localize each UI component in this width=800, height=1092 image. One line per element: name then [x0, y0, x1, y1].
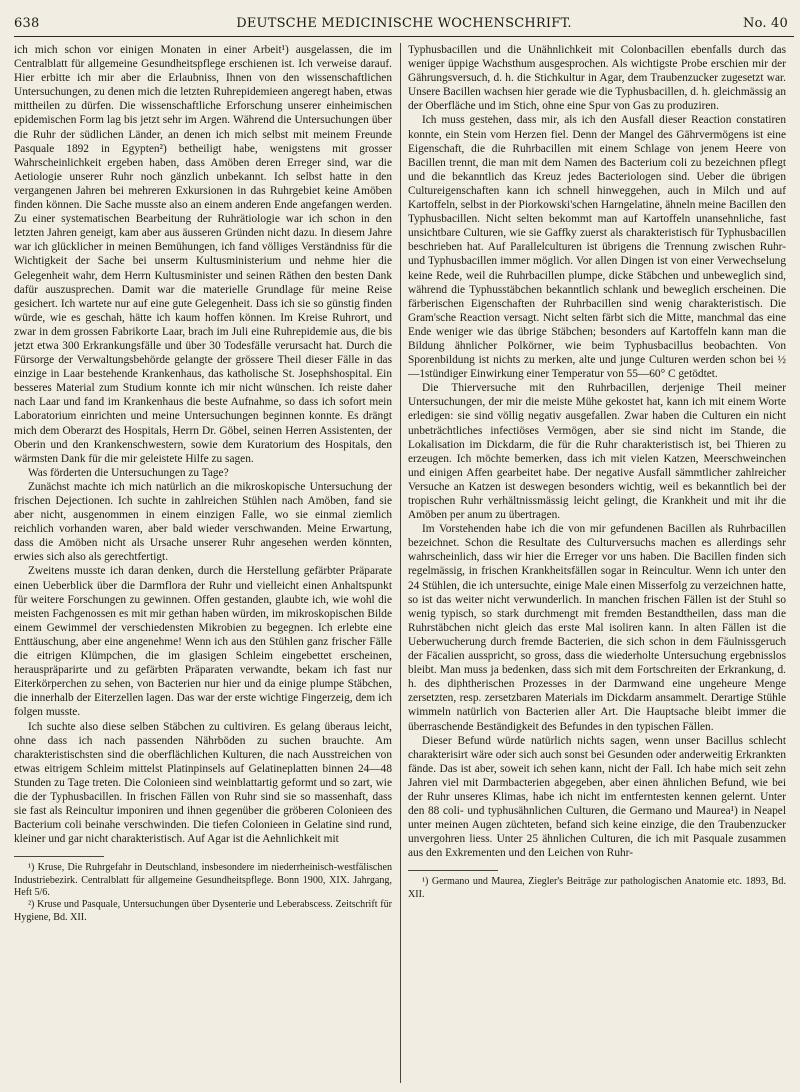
- issue-number: No. 40: [743, 16, 788, 31]
- page-header: [14, 14, 794, 37]
- paragraph: Typhusbacillen und die Unähnlichkeit mit Colonbacillen ebenfalls durch das weniger üppige Wachsthum ausgesprochen. Als wichtigste Probe erschien mir der Gährungsversuch, d. h. die Stichkultur in Agar, dem Traubenzucker zugesetzt war. Unsere Bacillen wachsen hier gerade wie die Typhusbacillen, d. h. gleichmässig an der Oberfläche und im Stich, ohne eine Spur von Gas zu produziren.: [408, 44, 786, 113]
- left-footnotes: [14, 862, 392, 923]
- footnote-divider: [14, 856, 104, 857]
- paragraph: Dieser Befund würde natürlich nichts sagen, wenn unser Bacillus schlecht charakterisirt wäre oder sich auch sonst bei Gesunden oder anderweitig Erkrankten fände. Das ist aber, soweit ich sehen kann, nicht der Fall. Ich habe mich seit zehn Jahren viel mit Darmbacterien abgegeben, aber einen ähnlichen Befund, wie bei der Ruhr unseres Klimas, habe ich nicht im entferntesten kennen gelernt. Unter den 88 coli- und typhusähnlichen Culturen, die Germano und Maurea¹) in Neapel unter meinen Augen züchteten, befand sich keine einzige, die den Traubenzucker unvergohren liess. Unter 25 ähnlichen Culturen, die ich mit Pasquale zusammen aus den Exkrementen und den Leichen von Ruhr-: [408, 734, 786, 860]
- paragraph: Zweitens musste ich daran denken, durch die Herstellung gefärbter Präparate einen Ueberblick über die Darmflora der Ruhr und vielleicht einen Anhaltspunkt für weitere Forschungen zu gewinnen. Offen gestanden, glaubte ich, wie wohl die meisten Fachgenossen es mit mir gethan haben würden, im mikroskopischen Bilde einem Gewimmel der verschiedensten Mikrobien zu begegnen. Ich erlebte eine Enttäuschung, aber eine angenehme! Wenn ich aus den Stühlen ganz frischer Fälle die eitrigen Klümpchen, die im glasigen Schleim eingebettet erscheinen, herauspräparirte und zu gefärbten Präparaten verwandte, bekam ich fast nur Eiterkörperchen zu sehen, von Bacterien nur hier und da einige plumpe Stäbchen, die innerhalb der Eiterzellen lagen. Das war der erste wichtige Fingerzeig, dem ich folgen musste.: [14, 565, 392, 719]
- right-column: [408, 43, 786, 1083]
- paragraph: ich mich schon vor einigen Monaten in einer Arbeit¹) ausgelassen, die im Centralblatt für allgemeine Gesundheitspflege erschienen ist. Ich verweise darauf. Hier erbitte ich mir aber die Erlaubniss, Ihnen von den wissenschaftlichen Untersuchungen, zu denen mich die letzten Ruhrepidemieen angeregt haben, etwas mittheilen zu dürfen. Die wissenschaftliche Erforschung unserer einheimischen epidemischen Form lag bis jetzt sehr im Argen. Während die Untersuchungen über die Ruhr der südlichen Länder, an denen ich mich selbst mit meinem Freunde Pasquale 1892 in Egypten²) betheiligt habe, wenigstens mit grosser Wahrscheinlichkeit ergeben haben, dass Amöben deren Erreger sind, war die Aetiologie unserer Ruhr noch gänzlich unbekannt. Ich selbst hatte in den vergangenen Jahren bei mehreren Exkursionen in das Ruhrgebiet keine Amöben finden können. Die Sache musste also an einem anderen Ende angefangen werden. Zu einer systematischen Bearbeitung der Ruhrätiologie war ich schon in den letzten Jahren geneigt, kam aber aus äusseren Gründen nicht dazu. In diesem Jahre war ich glücklicher in meinen Bemühungen, ich fand völliges Verständniss für die Wichtigkeit der Sache bei unserm Kultusministerium und nehme hier die Gelegenheit wahr, dem Herrn Kultusminister und seinen Räthen den besten Dank dafür auszusprechen. Damit war die materielle Grundlage für meine Reise gesichert. Ich wartete nur auf eine gute Gelegenheit. Dass ich sie so günstig finden würde, wie es geschah, hätte ich kaum hoffen können. Im Kreise Ruhrort, und zwar in dem grossen Fabrikorte Laar, brach im Juli eine Ruhrepidemie aus, die bis jetzt etwa 300 Erkrankungsfälle und über 30 Todesfälle verursacht hat. Durch die Fürsorge der Verwaltungsbehörde gelangte der grössere Theil dieser Fälle in das einzige in Laar bestehende Krankenhaus, das katholische St. Josephshospital. Ein besseres Material zum Studium konnte ich mir nicht wünschen. Ich reiste daher nach Laar und fand im Krankenhaus die beste Aufnahme, so dass ich sofort mein Laboratorium einrichten und meine Untersuchungen beginnen konnte. Es drängt mich dem Oberarzt des Hospitals, Herrn Dr. Göbel, seinen Herren Assistenten, der Oberin und den Krankenschwestern, sowie dem Kuratorium des Hospitals, den wärmsten Dank für die mir geleistete Hilfe zu sagen.: [14, 44, 392, 465]
- footnote: ¹) Germano und Maurea, Ziegler's Beiträge zur pathologischen Anatomie etc. 1893, Bd. XII.: [408, 876, 786, 900]
- page-number: 638: [14, 16, 40, 31]
- footnote-divider: [408, 870, 498, 871]
- journal-title: DEUTSCHE MEDICINISCHE WOCHENSCHRIFT.: [236, 16, 572, 31]
- left-column-body: [14, 43, 392, 846]
- footnote: ²) Kruse und Pasquale, Untersuchungen über Dysenterie und Leberabscess. Zeitschrift für Hygiene, Bd. XII.: [14, 899, 392, 923]
- column-divider: [400, 43, 401, 1083]
- paragraph: Ich suchte also diese selben Stäbchen zu cultiviren. Es gelang überaus leicht, ohne dass ich nach passenden Nährböden zu suchen brauchte. Am charakteristischsten sind die oberflächlichen Kulturen, die nach Ausstreichen von etwas eitrigem Schleim mittelst Platinpinsels auf Gelatineplatten binnen 24—48 Stunden zu Tage treten. Die Colonieen sind weinblattartig geformt und so zart, wie die der Typhusbacillen. In frischen Fällen von Ruhr sind sie so massenhaft, dass sie fast als Reincultur imponiren und ihnen gegenüber die gröberen Colonieen des Bacterium coli beinahe verschwinden. Die tiefen Colonieen in Gelatine sind rund, kleiner und gar nicht charakteristisch. Auf Agar ist die Aehnlichkeit mit: [14, 720, 392, 846]
- right-column-body: [408, 43, 786, 860]
- footnote: ¹) Kruse, Die Ruhrgefahr in Deutschland, insbesondere im niederrheinisch-westfälischen Industriebezirk. Centralblatt für allgemeine Gesundheitspflege. Bonn 1900, XIX. Jahrgang, Heft 5/6.: [14, 862, 392, 898]
- paragraph: Die Thierversuche mit den Ruhrbacillen, derjenige Theil meiner Untersuchungen, der mir die meiste Mühe gekostet hat, kann ich mit einem Worte erledigen: sie sind völlig negativ ausgefallen. Zwar haben die Culturen ein nicht unbeträchtliches infectiöses Vermögen, aber sie sind nicht im Stande, die Lokalisation im Dickdarm, die für die Ruhr charakteristisch ist, bei Thieren zu erzeugen. Ich möchte bemerken, dass ich mit vielen Katzen, Meerschweinchen und einigen Affen gearbeitet habe. Der negative Ausfall sämmtlicher zahlreicher Versuche an Katzen ist deswegen besonders wichtig, weil es bekanntlich bei der tropischen Ruhr verhältnissmässig leicht gelingt, die Krankheit und mit ihr die Amöben per anum zu übertragen.: [408, 382, 786, 522]
- right-footnotes: [408, 876, 786, 901]
- paragraph: Zunächst machte ich mich natürlich an die mikroskopische Untersuchung der frischen Dejectionen. Ich suchte in zahlreichen Stühlen nach Amöben, fand sie aber nicht, ausgenommen in einem einzigen Falle, wo sie einmal ziemlich reichlich vorhanden waren, aber bald wieder verschwanden. Meine Erwartung, dass die Amöben nicht als Ursache unserer Ruhr angesehen werden könnten, erwies sich also als gerechtfertigt.: [14, 480, 392, 564]
- paragraph: Ich muss gestehen, dass mir, als ich den Ausfall dieser Reaction constatiren konnte, ein Stein vom Herzen fiel. Denn der Mangel des Gährvermögens ist eine Eigenschaft, die die Ruhrbacillen mit einem Schlage von jenem Heere von Bacillen trennt, die man mit dem Namen des Bacterium coli zu bezeichnen pflegt und die bekanntlich das Kreuz jedes Bacteriologen sind. Ueber die übrigen Cultureigenschaften kann ich schnell hinweggehen, auch in Milch und auf Kartoffeln, selbst in der Piorkowski'schen Harngelatine, ähneln meine Bacillen den Typhusbacillen. Nicht selten bekommt man auf Kartoffeln unansehnliche, fast unsichtbare Culturen, wie sie Gaffky zuerst als charakteristisch für Typhusbacillen beschrieben hat. Auf Parallelculturen ist übrigens die Trennung zwischen Ruhr- und Typhusbacillen immer möglich. Vor allen Dingen ist von einer Verwechselung keine Rede, weil die Ruhrbacillen plumpe, dicke Stäbchen und unbeweglich sind, während die Typhusstäbchen bekanntlich schlank und beweglich erscheinen. Die färberischen Eigenschaften der Ruhrbacillen sind wenig charakteristisch. Die Gram'sche Reaction versagt. Nicht selten färbt sich die Mitte, manchmal das eine Ende weniger wie das übrige Stäbchen; besonders auf Kartoffeln kann man die Bildung ähnlicher Polkörner, wie beim Typhusbacillus beobachten. Von Sporenbildung ist nichts zu merken, alte und junge Culturen werden schon bei ½—1stündiger Einwirkung einer Temperatur von 55—60° C getödtet.: [408, 114, 786, 381]
- paragraph: Im Vorstehenden habe ich die von mir gefundenen Bacillen als Ruhrbacillen bezeichnet. Schon die Resultate des Culturversuchs machen es allerdings sehr wahrscheinlich, dass wir hier die Erreger vor uns haben. Die Bacillen finden sich regelmässig, in frischen Krankheitsfällen sogar in Reincultur. Wenn ich unter den 24 Stühlen, die ich untersuchte, einige Male einen Misserfolg zu verzeichnen hatte, so ist das weiter nicht verwunderlich. In manchen frischen Fällen ist der Stuhl so wenig typisch, so stark durchmengt mit fremden Bestandtheilen, dass man die Ruhrstäbchen nicht gleich das erste Mal isoliren kann. In alten Fällen ist die Ueberwucherung durch fremde Bacterien, die sich schon in dem Fäulnissgeruch der Fäcalien ausspricht, so gross, dass die wiederholte Untersuchung ergebnisslos bleibt. Man muss ja bedenken, dass sich mit dem Fortschreiten der Erkrankung, d. h. des diphtherischen Prozesses in der Darmwand eine ungeheure Menge zersetzten, resp. zersetzbaren Materials im Dickdarm ansammelt. Derartige Stühle wimmeln natürlich von Bacterien aller Art. Die Hauptsache bleibt immer die überraschende Beständigkeit des Befundes in den typischen Fällen.: [408, 523, 786, 733]
- text-columns: [14, 43, 794, 1083]
- paragraph: Was förderten die Untersuchungen zu Tage?: [28, 466, 229, 479]
- left-column: [14, 43, 392, 1083]
